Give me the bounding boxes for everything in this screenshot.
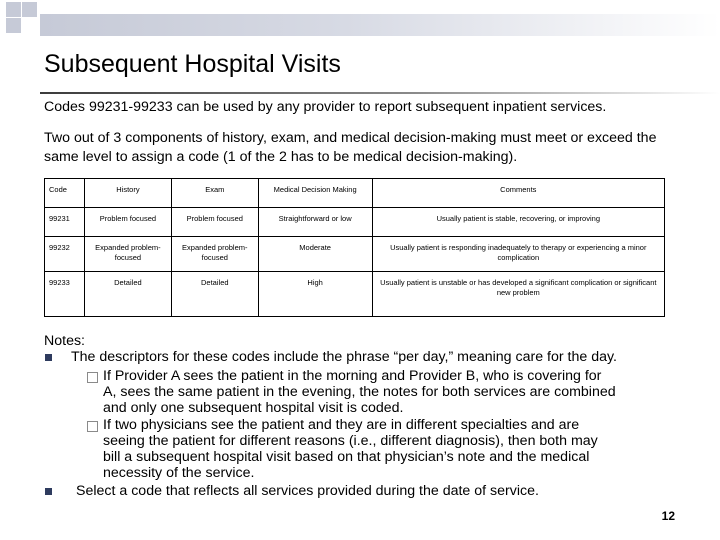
subnote-2-line-4: necessity of the service.	[103, 465, 255, 481]
notes-heading: Notes:	[44, 333, 86, 349]
cell-exam: Expanded problem-focused	[171, 237, 258, 272]
header-mdm: Medical Decision Making	[258, 179, 372, 208]
cell-history: Detailed	[84, 272, 171, 317]
table-row	[45, 272, 665, 317]
square-bullet-icon	[45, 354, 52, 361]
table-header-row	[45, 179, 665, 208]
cell-exam: Detailed	[171, 272, 258, 317]
cell-code: 99232	[45, 237, 85, 272]
table-row	[45, 208, 665, 237]
intro-paragraph: Codes 99231-99233 can be used by any provider to report subsequent inpatient services.	[44, 99, 607, 115]
checkbox-bullet-icon	[87, 421, 98, 432]
subnote-1-line-3: and only one subsequent hospital visit is coded.	[103, 400, 404, 416]
cell-exam: Problem focused	[171, 208, 258, 237]
header-history: History	[84, 179, 171, 208]
cell-mdm: High	[258, 272, 372, 317]
cell-comments: Usually patient is responding inadequately to therapy or experiencing a minor complication	[372, 237, 664, 272]
slide-title: Subsequent Hospital Visits	[44, 50, 341, 78]
rule-paragraph: Two out of 3 components of history, exam, and medical decision-making must meet or exceed the same level to assign a code (1 of the 2 has to be medical decision-making).	[44, 130, 657, 165]
note-bullet-2: Select a code that reflects all services provided during the date of service.	[76, 483, 539, 499]
header-comments: Comments	[372, 179, 664, 208]
table-row	[45, 237, 665, 272]
cell-comments: Usually patient is stable, recovering, or improving	[372, 208, 664, 237]
cell-mdm: Moderate	[258, 237, 372, 272]
cell-comments: Usually patient is unstable or has developed a significant complication or significant new problem	[372, 272, 664, 317]
cell-history: Problem focused	[84, 208, 171, 237]
subnote-1-line-2: A, sees the same patient in the evening, the notes for both services are combined	[103, 384, 616, 400]
cell-code: 99231	[45, 208, 85, 237]
subnote-2-line-3: bill a subsequent hospital visit based on that physician’s note and the medical	[103, 449, 590, 465]
subnote-2-line-2: seeing the patient for different reasons (i.e., different diagnosis), then both may	[103, 433, 598, 449]
checkbox-bullet-icon	[87, 372, 98, 383]
header-bar-decoration	[40, 14, 720, 36]
cell-mdm: Straightforward or low	[258, 208, 372, 237]
codes-table	[44, 178, 665, 317]
header-exam: Exam	[171, 179, 258, 208]
page-number: 12	[661, 509, 675, 523]
header-code: Code	[45, 179, 85, 208]
subnote-2-line-1: If two physicians see the patient and they are in different specialties and are	[103, 417, 580, 433]
cell-code: 99233	[45, 272, 85, 317]
cell-history: Expanded problem-focused	[84, 237, 171, 272]
subnote-1-line-1: If Provider A sees the patient in the morning and Provider B, who is covering for	[103, 368, 602, 384]
square-bullet-icon	[45, 488, 52, 495]
title-underline	[40, 92, 720, 94]
note-bullet-1: The descriptors for these codes include the phrase “per day,” meaning care for the day.	[71, 349, 617, 365]
